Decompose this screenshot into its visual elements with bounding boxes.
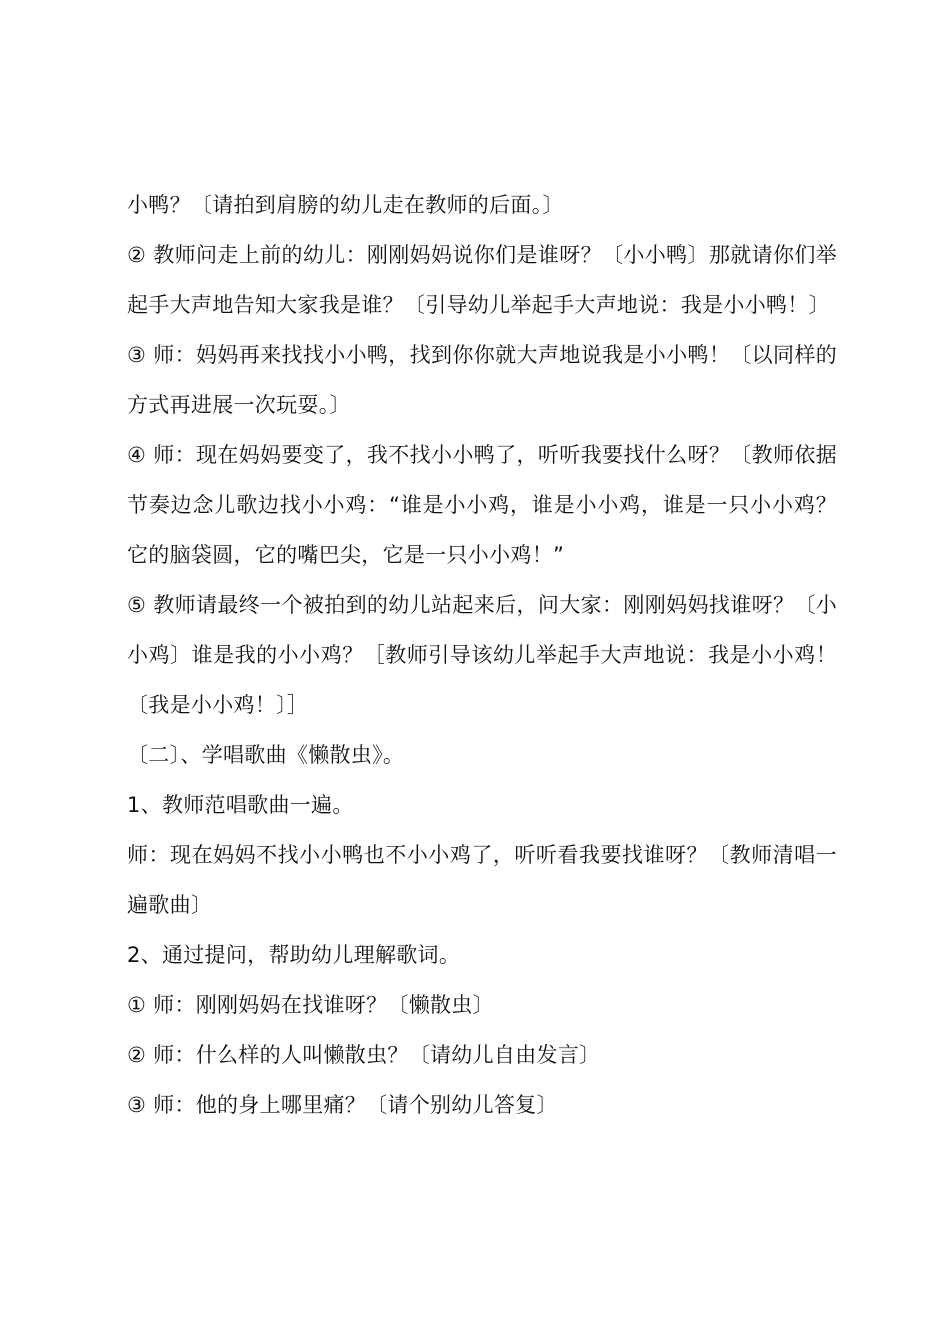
- question-1: ① 师：刚刚妈妈在找谁呀？〔懒散虫〕: [127, 993, 494, 1017]
- step-1: 1、教师范唱歌曲一遍。: [127, 793, 354, 817]
- paragraph-8: 师：现在妈妈不找小小鸭也不小小鸡了，听听看我要找谁呀？〔教师清唱一遍歌曲〕: [127, 843, 837, 917]
- paragraph-5: ⑤ 教师请最终一个被拍到的幼儿站起来后，问大家：刚刚妈妈找谁呀？〔小小鸡〕谁是我的小小鸡？［教师引导该幼儿举起手大声地说：我是小小鸡！〔我是小小鸡！〕］: [127, 593, 837, 717]
- question-3: ③ 师：他的身上哪里痛？〔请个别幼儿答复〕: [127, 1093, 558, 1117]
- step-2: 2、通过提问，帮助幼儿理解歌词。: [127, 943, 461, 967]
- question-2: ② 师：什么样的人叫懒散虫？〔请幼儿自由发言〕: [127, 1043, 601, 1067]
- paragraph-3: ③ 师：妈妈再来找找小小鸭，找到你你就大声地说我是小小鸭！〔以同样的方式再进展一次玩耍。〕: [127, 343, 837, 417]
- paragraph-4: ④ 师：现在妈妈要变了，我不找小小鸭了，听听我要找什么呀？〔教师依据节奏边念儿歌边找小小鸡：“谁是小小鸡，谁是小小鸡，谁是一只小小鸡？它的脑袋圆，它的嘴巴尖，它是一只小小鸡！”: [127, 443, 837, 567]
- section-heading: 〔二〕、学唱歌曲《懒散虫》。: [127, 743, 405, 767]
- paragraph-2: ② 教师问走上前的幼儿：刚刚妈妈说你们是谁呀？〔小小鸭〕那就请你们举起手大声地告知大家我是谁？〔引导幼儿举起手大声地说：我是小小鸭！〕: [127, 243, 837, 317]
- paragraph-1: 小鸭？〔请拍到肩膀的幼儿走在教师的后面。〕: [127, 193, 564, 217]
- document-body: [127, 180, 837, 1130]
